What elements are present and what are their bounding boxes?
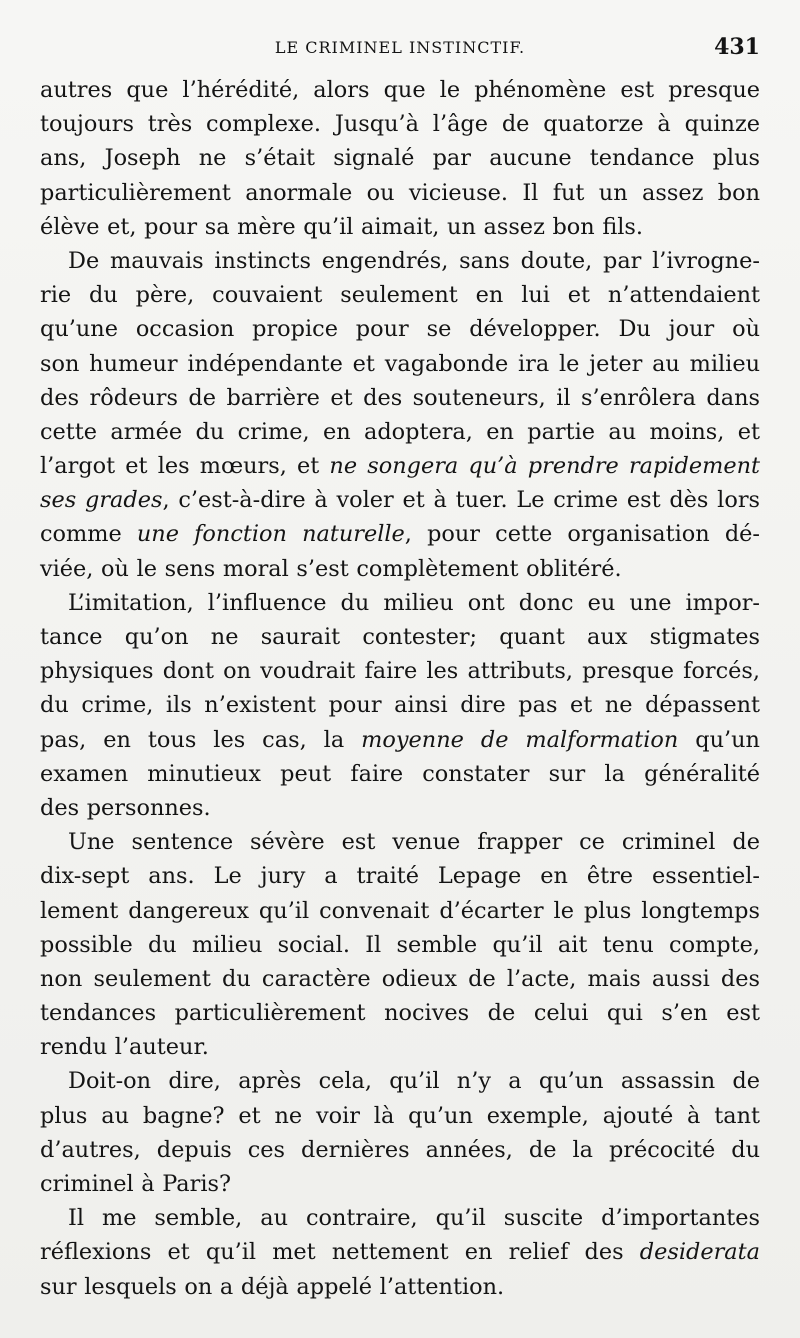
text-line: De mauvais instincts engendrés, sans doute, par l’ivrogne- — [68, 247, 760, 274]
text-line: Il me semble, au contraire, qu’il suscite d’importantes — [68, 1205, 760, 1232]
italic-text: moyenne de malformation — [361, 726, 679, 753]
text-line: son humeur indépendante et vagabonde ira le jeter au milieu — [40, 350, 760, 377]
text-line: Une sentence sévère est venue frapper ce criminel de — [68, 829, 760, 856]
text-line: examen minutieux peut faire constater sur la généralité — [40, 760, 760, 787]
text-line: tance qu’on ne saurait contester; quant aux stigmates — [40, 624, 760, 650]
page-number: 431 — [714, 34, 760, 60]
text-line: réflexions et qu’il met nettement en relief des desiderata — [40, 1239, 760, 1266]
body-text — [40, 73, 760, 1304]
text-line: l’argot et les mœurs, et ne songera qu’à prendre rapidement — [40, 453, 760, 480]
text-line: rie du père, couvaient seulement en lui et n’attendaient — [40, 282, 760, 309]
text-line: des rôdeurs de barrière et des souteneurs, il s’enrôlera dans — [40, 384, 760, 411]
text-line: des personnes. — [40, 794, 211, 821]
text-line: possible du milieu social. Il semble qu’il ait tenu compte, — [40, 931, 760, 958]
text-line: rendu l’auteur. — [40, 1034, 209, 1061]
text-line: élève et, pour sa mère qu’il aimait, un assez bon fils. — [40, 213, 644, 240]
text-line: Doit-on dire, après cela, qu’il n’y a qu’un assassin de — [68, 1068, 760, 1095]
text-line: d’autres, depuis ces dernières années, de la précocité du — [40, 1136, 760, 1163]
text-line: comme une fonction naturelle, pour cette organisation dé- — [40, 521, 760, 548]
italic-text: desiderata — [639, 1239, 760, 1266]
text-line: particulièrement anormale ou vicieuse. Il fut un assez bon — [40, 179, 760, 206]
text-line: ans, Joseph ne s’était signalé par aucune tendance plus — [40, 145, 760, 172]
text-line: plus au bagne? et ne voir là qu’un exemple, ajouté à tant — [40, 1102, 760, 1129]
text-line: dix-sept ans. Le jury a traité Lepage en être essentiel- — [40, 863, 760, 890]
text-line: qu’une occasion propice pour se développer. Du jour où — [40, 316, 760, 343]
text-line: toujours très complexe. Jusqu’à l’âge de quatorze à quinze — [40, 111, 760, 138]
page-header — [40, 34, 760, 64]
text-line: L’imitation, l’influence du milieu ont donc eu une impor- — [68, 589, 760, 616]
text-line: physiques dont on voudrait faire les attributs, presque forcés, — [40, 658, 760, 685]
text-line: sur lesquels on a déjà appelé l’attention. — [40, 1273, 505, 1300]
text-line: lement dangereux qu’il convenait d’écarter le plus longtemps — [40, 897, 760, 924]
text-line: du crime, ils n’existent pour ainsi dire pas et ne dépassent — [40, 692, 760, 719]
text-line: autres que l’hérédité, alors que le phénomène est presque — [40, 77, 760, 103]
text-line: tendances particulièrement nocives de celui qui s’en est — [40, 1000, 760, 1027]
text-line: pas, en tous les cas, la moyenne de malformation qu’un — [40, 726, 760, 753]
italic-text: une fonction naturelle — [136, 521, 405, 548]
italic-text: ses grades — [40, 487, 163, 514]
text-line: viée, où le sens moral s’est complètement oblitéré. — [40, 555, 622, 582]
text-line: ses grades, c’est-à-dire à voler et à tuer. Le crime est dès lors — [40, 487, 761, 514]
italic-text: ne songera qu’à prendre rapidement — [329, 453, 760, 480]
text-line: non seulement du caractère odieux de l’acte, mais aussi des — [40, 965, 760, 992]
text-line: cette armée du crime, en adoptera, en partie au moins, et — [40, 418, 760, 445]
text-line: criminel à Paris? — [40, 1171, 231, 1197]
running-head: LE CRIMINEL INSTINCTIF. — [274, 38, 526, 57]
